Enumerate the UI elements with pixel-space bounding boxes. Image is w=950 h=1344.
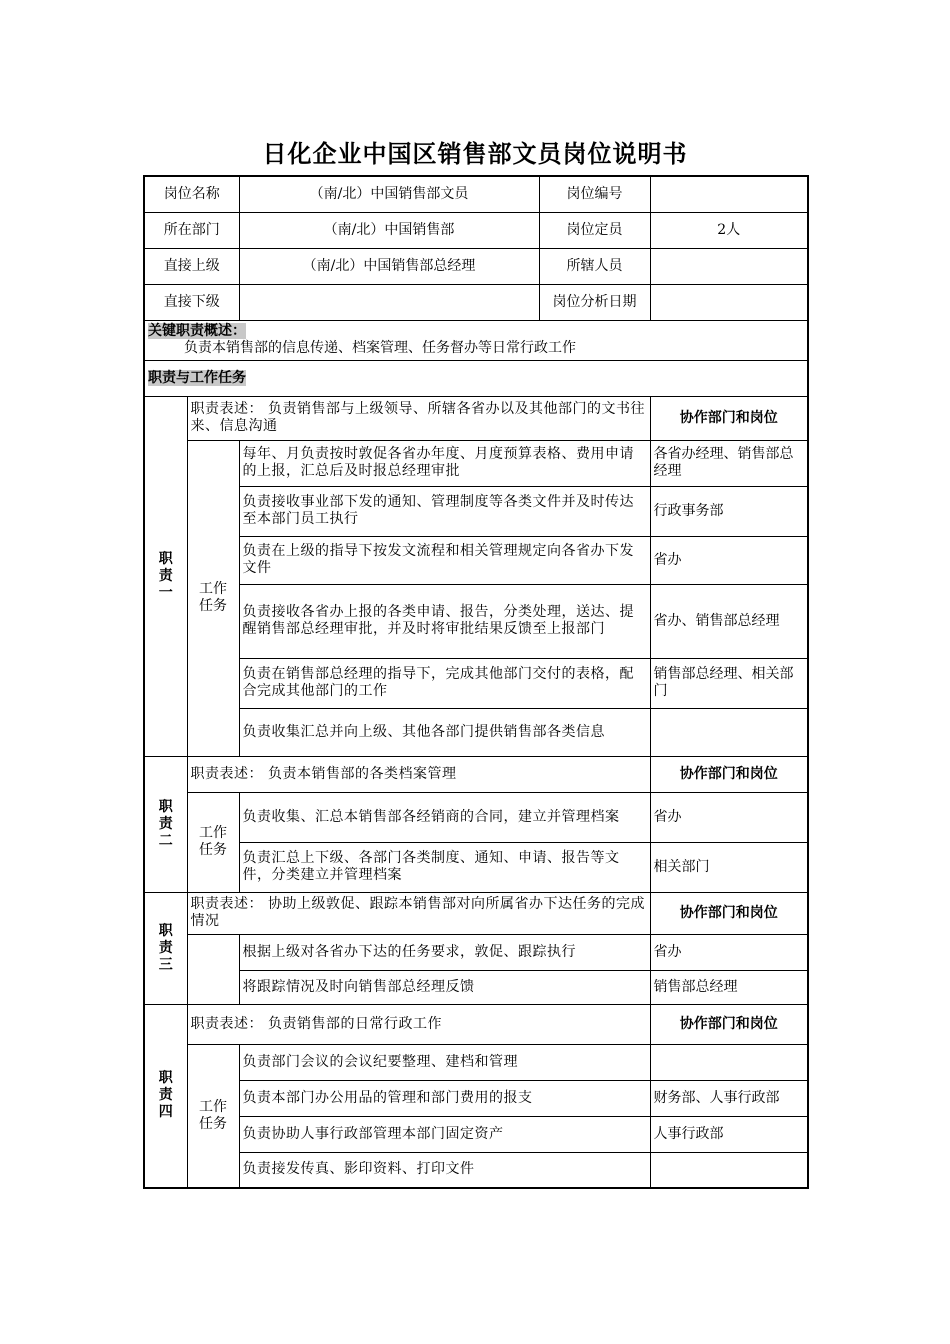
task-text: 每年、月负责按时敦促各省办年度、月度预算表格、费用申请的上报，汇总后及时报总经理审批: [239, 440, 650, 486]
info-row: [144, 176, 808, 212]
coop-text: 行政事务部: [650, 486, 808, 536]
coop-text: 销售部总经理、相关部门: [650, 658, 808, 708]
headcount-value: 2人: [650, 212, 808, 248]
duties-heading-row: [144, 360, 808, 396]
superior-value: （南/北）中国销售部总经理: [239, 248, 539, 284]
dept-label: 所在部门: [144, 212, 239, 248]
task-text: 根据上级对各省办下达的任务要求，敦促、跟踪执行: [239, 934, 650, 970]
coop-text: 省办: [650, 536, 808, 584]
duty-name: 职 责 一: [144, 396, 187, 756]
task-row: [144, 1080, 808, 1116]
duty-desc: 职责表述： 负责本销售部的各类档案管理: [187, 756, 650, 792]
work-task-label-empty: [187, 934, 239, 1004]
page-title: 日化企业中国区销售部文员岗位说明书: [262, 140, 688, 168]
task-text: 负责部门会议的会议纪要整理、建档和管理: [239, 1044, 650, 1080]
duty-desc-row: [144, 1004, 808, 1044]
summary-row: [144, 320, 808, 360]
direct-sub-label: 直接下级: [144, 284, 239, 320]
work-task-label: 工作 任务: [187, 440, 239, 756]
task-text: 负责在上级的指导下按发文流程和相关管理规定向各省办下发文件: [239, 536, 650, 584]
task-row: [144, 1044, 808, 1080]
coop-text: 省办: [650, 934, 808, 970]
duty-name: 职 责 四: [144, 1004, 187, 1188]
coop-text: 销售部总经理: [650, 970, 808, 1004]
position-no-value: [650, 176, 808, 212]
info-row: [144, 212, 808, 248]
job-description-table: [143, 175, 809, 1189]
coop-text: [650, 1044, 808, 1080]
duty-desc: 职责表述： 负责销售部的日常行政工作: [187, 1004, 650, 1044]
work-task-label: 工作 任务: [187, 1044, 239, 1188]
task-row: [144, 536, 808, 584]
task-row: [144, 440, 808, 486]
direct-sub-value: [239, 284, 539, 320]
summary-heading: 关键职责概述：: [148, 323, 246, 339]
coop-header: 协作部门和岗位: [650, 756, 808, 792]
task-text: 负责本部门办公用品的管理和部门费用的报支: [239, 1080, 650, 1116]
task-row: [144, 708, 808, 756]
task-row: [144, 792, 808, 842]
info-row: [144, 248, 808, 284]
position-no-label: 岗位编号: [539, 176, 650, 212]
coop-text: 省办: [650, 792, 808, 842]
task-text: 负责收集汇总并向上级、其他各部门提供销售部各类信息: [239, 708, 650, 756]
task-row: [144, 1152, 808, 1188]
task-row: [144, 658, 808, 708]
coop-text: 各省办经理、销售部总经理: [650, 440, 808, 486]
coop-header: 协作部门和岗位: [650, 1004, 808, 1044]
task-text: 将跟踪情况及时向销售部总经理反馈: [239, 970, 650, 1004]
task-text: 负责协助人事行政部管理本部门固定资产: [239, 1116, 650, 1152]
duty-desc: 职责表述： 协助上级敦促、跟踪本销售部对向所属省办下达任务的完成情况: [187, 892, 650, 934]
superior-label: 直接上级: [144, 248, 239, 284]
task-row: [144, 934, 808, 970]
subordinates-label: 所辖人员: [539, 248, 650, 284]
work-task-label: 工作 任务: [187, 792, 239, 892]
duty-desc: 职责表述： 负责销售部与上级领导、所辖各省办以及其他部门的文书往来、信息沟通: [187, 396, 650, 440]
coop-header: 协作部门和岗位: [650, 892, 808, 934]
task-text: 负责接收各省办上报的各类申请、报告，分类处理，送达、提醒销售部总经理审批，并及时将审批结果反馈至上报部门: [239, 584, 650, 658]
task-row: [144, 1116, 808, 1152]
coop-header: 协作部门和岗位: [650, 396, 808, 440]
position-name-label: 岗位名称: [144, 176, 239, 212]
task-text: 负责收集、汇总本销售部各经销商的合同，建立并管理档案: [239, 792, 650, 842]
task-text: 负责接发传真、影印资料、打印文件: [239, 1152, 650, 1188]
coop-text: 财务部、人事行政部: [650, 1080, 808, 1116]
task-text: 负责汇总上下级、各部门各类制度、通知、申请、报告等文件，分类建立并管理档案: [239, 842, 650, 892]
duty-desc-row: [144, 892, 808, 934]
duties-heading-cell: [144, 360, 808, 396]
duties-heading: 职责与工作任务: [148, 369, 246, 386]
task-text: 负责在销售部总经理的指导下，完成其他部门交付的表格，配合完成其他部门的工作: [239, 658, 650, 708]
analysis-date-value: [650, 284, 808, 320]
headcount-label: 岗位定员: [539, 212, 650, 248]
duty-desc-row: [144, 396, 808, 440]
summary-cell: [144, 320, 808, 360]
coop-text: 省办、销售部总经理: [650, 584, 808, 658]
task-text: 负责接收事业部下发的通知、管理制度等各类文件并及时传达至本部门员工执行: [239, 486, 650, 536]
analysis-date-label: 岗位分析日期: [539, 284, 650, 320]
dept-value: （南/北）中国销售部: [239, 212, 539, 248]
coop-text: [650, 1152, 808, 1188]
duty-name: 职 责 二: [144, 756, 187, 892]
task-row: [144, 842, 808, 892]
position-name-value: （南/北）中国销售部文员: [239, 176, 539, 212]
info-row: [144, 284, 808, 320]
summary-text: 负责本销售部的信息传递、档案管理、任务督办等日常行政工作: [184, 340, 576, 356]
duty-name: 职 责 三: [144, 892, 187, 1004]
task-row: [144, 970, 808, 1004]
duty-desc-row: [144, 756, 808, 792]
task-row: [144, 584, 808, 658]
subordinates-value: [650, 248, 808, 284]
coop-text: 人事行政部: [650, 1116, 808, 1152]
task-row: [144, 486, 808, 536]
coop-text: [650, 708, 808, 756]
coop-text: 相关部门: [650, 842, 808, 892]
